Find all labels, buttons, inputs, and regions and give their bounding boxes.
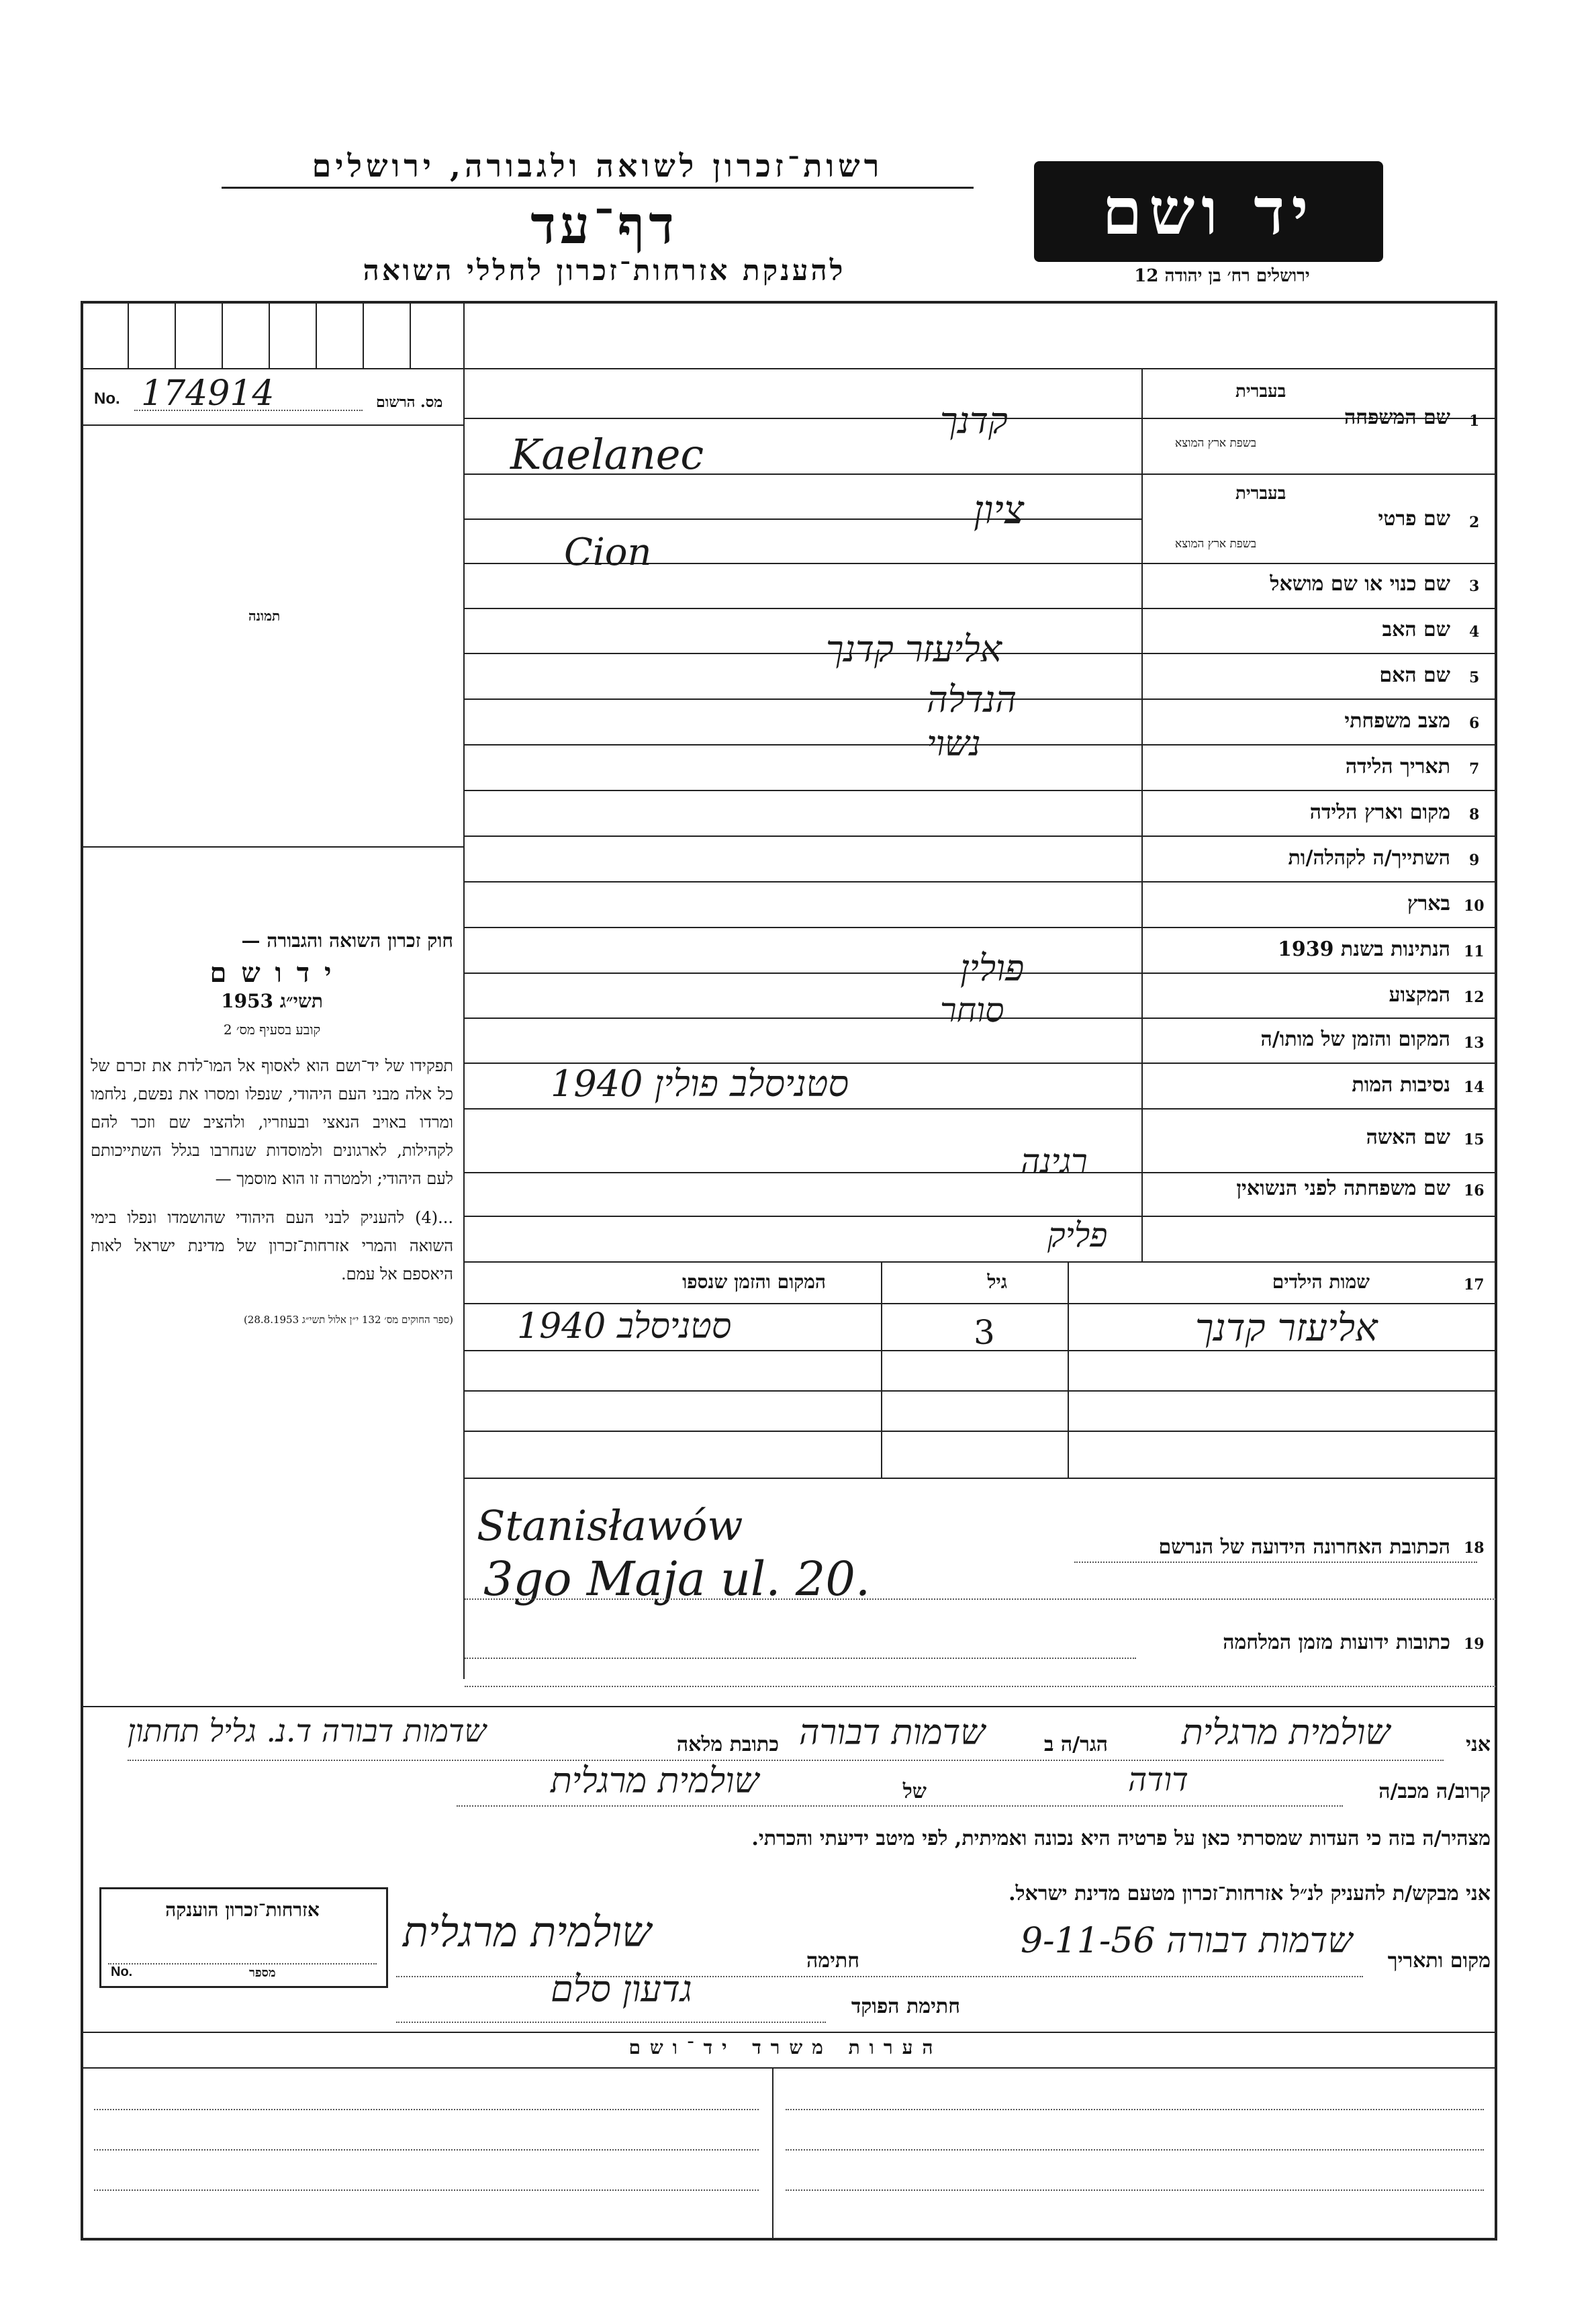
decl-full-address: כתובת מלאה (676, 1733, 779, 1756)
field-label-in-country: בארץ (1407, 892, 1450, 915)
marital-status: נשוי (927, 724, 981, 764)
field-num-8: 8 (1469, 806, 1480, 823)
field-num-12: 12 (1464, 989, 1485, 1006)
logo-address: ירושלים רח׳ בן יהודה 12 (1134, 266, 1310, 286)
form-subtitle: להענקת אזרחות־זכרון לחללי השואה (363, 254, 846, 287)
child-name: אליעזר קדנך (1195, 1306, 1378, 1350)
profession-value: סוחר (940, 991, 1004, 1030)
field-num-18: 18 (1464, 1539, 1485, 1557)
citizenship-value: פולין (960, 947, 1025, 989)
field-label-birth-date: תאריך הלידה (1345, 755, 1450, 778)
field-label-mother: שם האם (1379, 664, 1450, 687)
field-num-17: 17 (1464, 1276, 1485, 1294)
cert-title: אזרחות־זכרון הוענקה (165, 1899, 320, 1921)
father-name: אליעזר קדנך (826, 628, 1002, 670)
law-body: תפקידו של יד־ושם הוא לאסוף אל המו־לדת את זכרם של כל אלה מבני העם היהודי, שנפלו ומסרו את נפשם, נלחמו ומרדו באויב הנאצי ובעוזריו, ולהציב שם וזכר להם לקהילות, לארגונים ולמוסדות שנחרבו בגלל השתייכותם לעם היהודי; ולמטרה זו הוא מוסמך — (91, 1056, 453, 1188)
field-num-6: 6 (1469, 715, 1480, 732)
no-label: No. (94, 390, 120, 408)
field-num-5: 5 (1469, 669, 1480, 686)
logo-text: יד ושם (1102, 173, 1315, 249)
field-num-14: 14 (1464, 1079, 1485, 1096)
decl-of: של (902, 1780, 927, 1803)
registry-number-row (94, 373, 457, 416)
maiden-name: פליק (1047, 1216, 1108, 1255)
field-label-wife: שם האשה (1366, 1126, 1450, 1149)
law-name: י ד ו ש ם (209, 957, 334, 989)
field-num-3: 3 (1469, 578, 1480, 595)
decl-full-address-value: שדמות דבורה ד.נ. גליל תחתון (128, 1713, 487, 1749)
decl-statement-2: אני מבקש/ת להעניק לנ״ל אזרחות־זכרון מטעם מדינת ישראל. (1008, 1882, 1491, 1905)
decl-relative-value: דודה (1128, 1761, 1188, 1799)
declaration-section (81, 1706, 1497, 2042)
field-num-2: 2 (1469, 514, 1480, 531)
surname-hebrew: קדנך (940, 400, 1008, 442)
field-num-1: 1 (1469, 412, 1480, 430)
law-section: קובע בסעיף מס׳ 2 (223, 1022, 321, 1038)
cert-number: מספר (249, 1966, 276, 1980)
children-place-header: המקום והזמן שנספו (682, 1271, 826, 1293)
law-clause: ...(4) להעניק לבני העם היהודי שהושמדו ונפלו בימי השואה והמרי אזרחות־זכרון של מדינת ישראל לאות היאספם אל עמם. (91, 1208, 453, 1283)
field-num-16: 16 (1464, 1182, 1485, 1200)
surname-origin: Kaelanec (510, 430, 704, 479)
registry-caption: מס. הרשום (376, 394, 443, 411)
wartime-address-label: כתובות ידועות מזמן המלחמה (1223, 1631, 1450, 1654)
decl-signature-value: שולמית מרגלית (403, 1907, 652, 1956)
certificate-box (99, 1887, 388, 1988)
registry-number: 174914 (141, 373, 275, 414)
death-place-date: סטניסלב פולין 1940 (551, 1063, 849, 1105)
field-num-13: 13 (1464, 1034, 1485, 1052)
decl-place-date-value: שדמות דבורה 9-11-56 (1021, 1921, 1353, 1961)
last-address-label: הכתובת האחרונה הידועה של הנרשם (1158, 1535, 1450, 1559)
decl-resides: הגר/ה ב (1043, 1733, 1108, 1756)
field-label-father: שם האב (1382, 618, 1450, 641)
field-num-19: 19 (1464, 1635, 1485, 1653)
child-age: 3 (974, 1313, 995, 1352)
field-num-11: 11 (1464, 943, 1485, 960)
field-label-death-circumstances: נסיבות המות (1352, 1073, 1450, 1097)
decl-ani: אני (1466, 1733, 1491, 1756)
field-num-7: 7 (1469, 760, 1480, 778)
wife-name: רגינה (1021, 1142, 1088, 1181)
field-num-4: 4 (1469, 623, 1480, 641)
law-text (91, 927, 453, 1334)
field-label-alias: שם כנוי או שם מושאל (1270, 572, 1450, 596)
last-address-city: Stanisławów (477, 1501, 743, 1550)
decl-of-value: שולמית מרגלית (551, 1761, 759, 1801)
field-label-marital: מצב משפחתי (1344, 709, 1450, 733)
decl-resides-value: שדמות דבורה (799, 1713, 986, 1753)
decl-place-date: מקום ותאריך (1387, 1949, 1491, 1973)
yad-vashem-logo (1034, 161, 1383, 262)
law-title: חוק זכרון השואה והגבורה — (241, 930, 453, 952)
lang-origin-1: בשפת ארץ המוצא (1175, 437, 1257, 450)
form-title: דף־עד (530, 195, 678, 256)
decl-statement-1: מצהיר/ה בזה כי העדות שמסרתי כאן על פרטיה היא נכונה ואמיתית, לפי מיטב ידיעתי והכרתי. (751, 1827, 1491, 1850)
field-label-community: השתייך/ה לקהלה/ות (1288, 846, 1450, 870)
cert-no: No. (111, 1964, 133, 1979)
decl-signature-label: חתימה (806, 1949, 859, 1973)
mother-name: הנדלה (927, 678, 1017, 721)
decl-officer-label: חתימת הפוקד (851, 1995, 960, 2018)
children-age-header: גיל (987, 1271, 1007, 1293)
office-notes-title: הערות משרד יד־ושם (628, 2036, 943, 2059)
law-year: תשי״ג 1953 (221, 990, 323, 1012)
field-num-9: 9 (1469, 852, 1480, 869)
lang-origin-2: בשפת ארץ המוצא (1175, 537, 1257, 551)
field-label-profession: המקצוע (1389, 983, 1450, 1007)
field-label-surname: שם המשפחה (1344, 406, 1450, 429)
field-label-citizenship: הנתינות בשנת 1939 (1277, 938, 1450, 961)
first-name-origin: Cion (564, 531, 652, 574)
field-num-10: 10 (1464, 897, 1485, 915)
field-label-birth-place: מקום וארץ הלידה (1309, 801, 1450, 824)
photo-label: תמונה (248, 608, 281, 624)
decl-ani-value: שולמית מרגלית (1182, 1713, 1391, 1753)
field-label-maiden-name: שם משפחתה לפני הנשואין (1236, 1177, 1450, 1200)
last-address-street: 3go Maja ul. 20. (483, 1551, 871, 1607)
lang-hebrew-2: בעברית (1235, 484, 1286, 504)
lang-hebrew-1: בעברית (1235, 381, 1286, 402)
child-death-place: סטניסלב 1940 (517, 1306, 732, 1347)
children-names-header: שמות הילדים (1272, 1271, 1370, 1293)
first-name-hebrew: ציון (974, 487, 1025, 533)
field-num-15: 15 (1464, 1131, 1485, 1148)
law-source: (ספר החוקים מס׳ 132 י״ן אלול תשי״ג 28.8.1953) (243, 1314, 453, 1326)
decl-officer-value: גדעון סלם (551, 1968, 692, 2010)
field-label-death: המקום והזמן של מותו/ה (1260, 1028, 1450, 1051)
authority-title: רשות־זכרון לשואה ולגבורה, ירושלים (222, 148, 974, 189)
field-label-first-name: שם פרטי (1378, 507, 1450, 531)
decl-relative: קרוב/ה מכב/ה (1378, 1780, 1491, 1803)
